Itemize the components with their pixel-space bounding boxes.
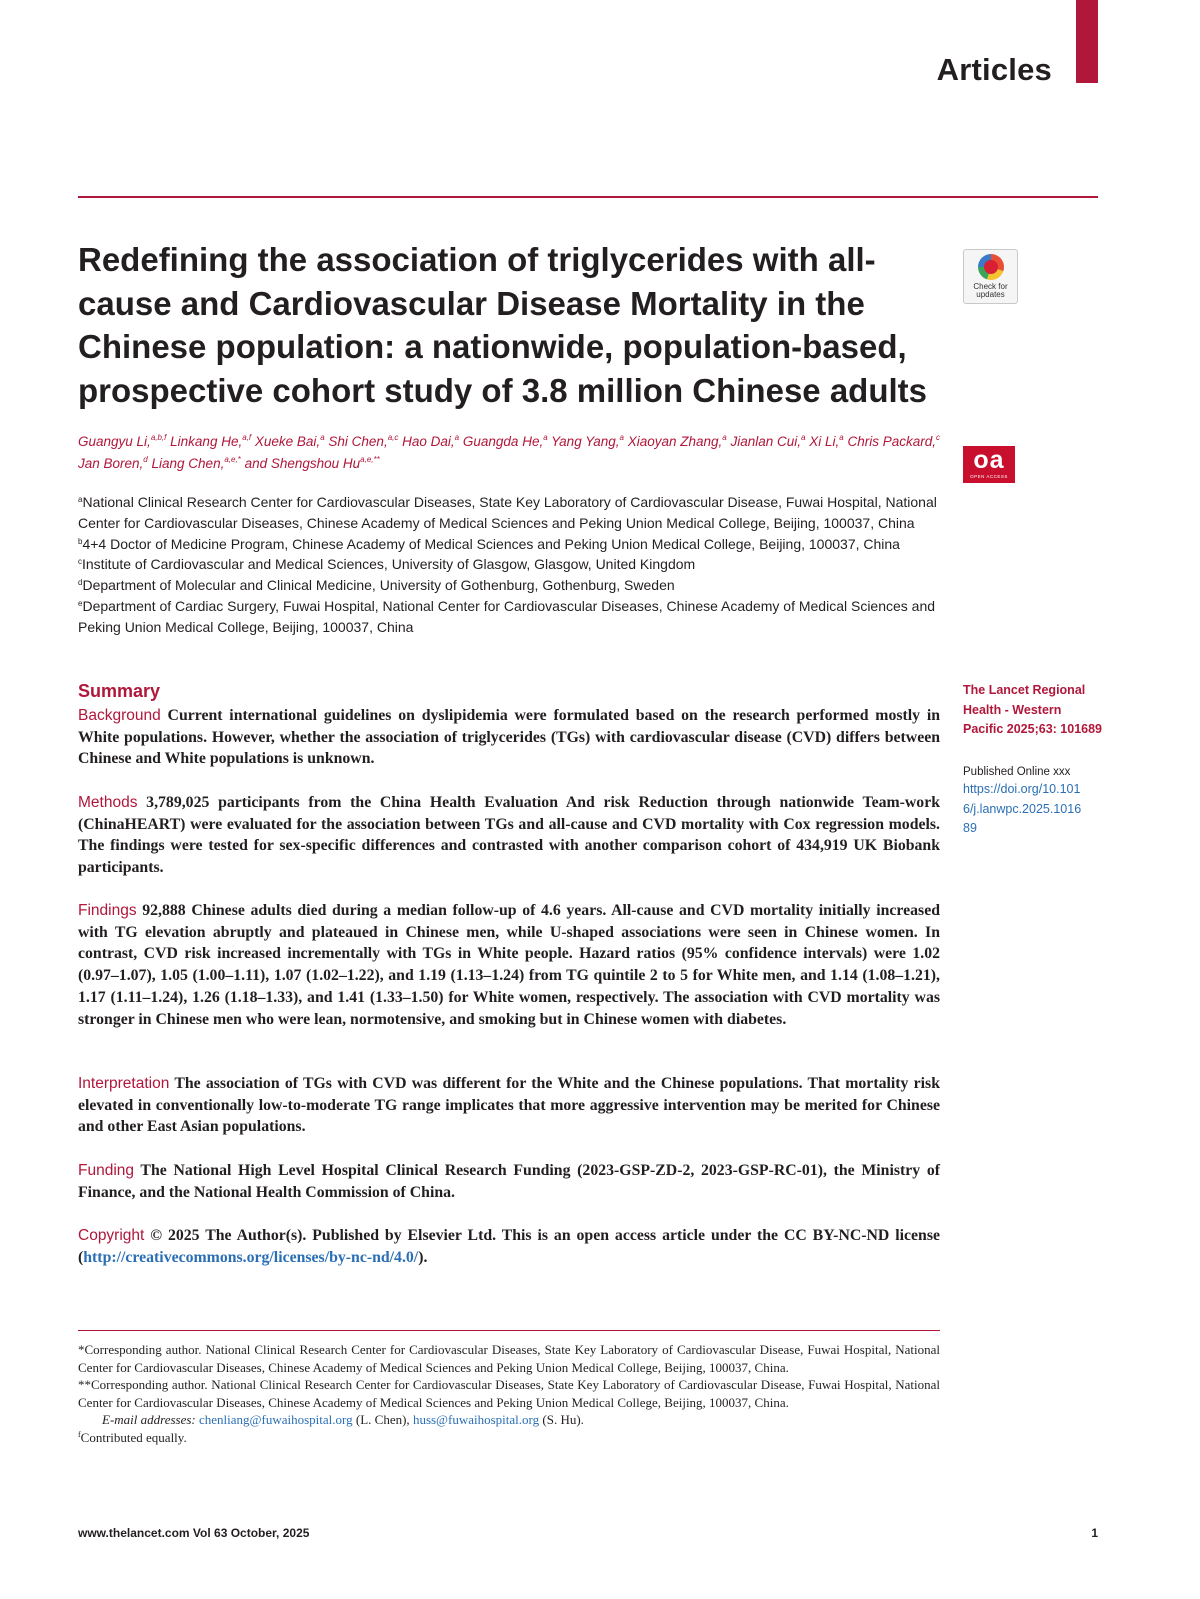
author-0[interactable]: Guangyu Li,$^{a,b,f}$ bbox=[78, 433, 167, 449]
affiliation-d: $^d$Department of Molecular and Clinical Medicine, University of Gothenburg, Gothenburg, Sweden bbox=[78, 577, 675, 594]
author-list bbox=[78, 431, 948, 475]
page-number: 1 bbox=[1091, 1526, 1098, 1540]
license-link[interactable]: http://creativecommons.org/licenses/by-nc-nd/4.0/ bbox=[83, 1248, 419, 1266]
footer-journal-info: www.thelancet.com Vol 63 October, 2025 bbox=[78, 1526, 310, 1540]
methods-label: Methods bbox=[78, 794, 138, 811]
header-rule bbox=[78, 196, 1098, 198]
author-5[interactable]: Guangda He,$^a$ bbox=[462, 433, 548, 449]
affiliation-a: $^a$National Clinical Research Center for Cardiovascular Diseases, State Key Laboratory of Cardiovascular Disease, Fuwai Hospital, National Center for Cardiovascular Diseases, Chinese Academy of Medical Sciences and Peking Union Medical College, Beijing, 100037, China bbox=[78, 494, 937, 531]
footnotes bbox=[78, 1341, 940, 1447]
author-4[interactable]: Hao Dai,$^a$ bbox=[402, 433, 460, 449]
check-updates-label: Check for updates bbox=[973, 282, 1008, 299]
abstract-interpretation: Interpretation The association of TGs with CVD was different for the White and the Chinese populations. That mortality risk elevated in conventionally low-to-moderate TG range implicates that more aggressive intervention may be merited for Chinese and other East Asian populations. bbox=[78, 1075, 940, 1136]
abstract-funding: Funding The National High Level Hospital Clinical Research Funding (2023-GSP-ZD-2, 2023-GSP-RC-01), the Ministry of Finance, and the National Health Commission of China. bbox=[78, 1162, 940, 1201]
abstract-copyright: Copyright © 2025 The Author(s). Published by Elsevier Ltd. This is an open access article under the CC BY-NC-ND license (http://creativecommons.org/licenses/by-nc-nd/4.0/). bbox=[78, 1227, 940, 1266]
author-9[interactable]: Xi Li,$^a$ bbox=[809, 433, 844, 449]
footnote-rule bbox=[78, 1330, 940, 1331]
author-3[interactable]: Shi Chen,$^{a,c}$ bbox=[328, 433, 399, 449]
author-6[interactable]: Yang Yang,$^a$ bbox=[551, 433, 624, 449]
journal-citation: The Lancet Regional Health - Western Pacific 2025;63: 101689 bbox=[963, 683, 1102, 736]
open-access-badge bbox=[963, 446, 1015, 483]
corresponding-author-2: **Corresponding author. National Clinical Research Center for Cardiovascular Diseases, State Key Laboratory of Cardiovascular Disease, Fuwai Hospital, National Center for Cardiovascular Diseases, Chinese Academy of Medical Sciences and Peking Union Medical College, Beijing, 100037, China. bbox=[78, 1377, 940, 1410]
copyright-label: Copyright bbox=[78, 1227, 145, 1244]
author-2[interactable]: Xueke Bai,$^a$ bbox=[254, 433, 325, 449]
author-10[interactable]: Chris Packard,$^c$ bbox=[847, 433, 941, 449]
affiliation-c: $^c$Institute of Cardiovascular and Medical Sciences, University of Glasgow, Glasgow, United Kingdom bbox=[78, 556, 696, 573]
author-8[interactable]: Jianlan Cui,$^a$ bbox=[730, 433, 806, 449]
crossmark-icon bbox=[978, 254, 1004, 280]
affiliation-b: $^b$4+4 Doctor of Medicine Program, Chinese Academy of Medical Sciences and Peking Union Medical College, Beijing, 100037, China bbox=[78, 535, 900, 552]
summary-heading: Summary bbox=[78, 681, 161, 701]
header-accent-bar bbox=[1076, 0, 1098, 83]
funding-label: Funding bbox=[78, 1162, 135, 1179]
affiliations bbox=[78, 492, 948, 638]
abstract-findings: Findings 92,888 Chinese adults died during a median follow-up of 4.6 years. All-cause and CVD mortality initially increased with TG elevation abruptly and plateaued in Chinese men, while U-shaped associations were seen in Chinese women. In contrast, CVD risk increased incrementally with TGs in White people. Hazard ratios (95% confidence intervals) were 1.02 (0.97–1.07), 1.05 (1.00–1.11), 1.07 (1.02–1.22), and 1.19 (1.13–1.24) from TG quintile 2 to 5 for White men, and 1.14 (1.08–1.21), 1.17 (1.11–1.24), 1.26 (1.18–1.33), and 1.41 (1.33–1.50) for White women, respectively. The association with CVD mortality was stronger in Chinese men who were lean, normotensive, and smoking but in Chinese women with diabetes. bbox=[78, 902, 940, 1028]
author-7[interactable]: Xiaoyan Zhang,$^a$ bbox=[627, 433, 727, 449]
email-line: E-mail addresses: chenliang@fuwaihospital.org (L. Chen), huss@fuwaihospital.org (S. Hu). bbox=[102, 1412, 584, 1428]
oa-sub-label: OPEN ACCESS bbox=[970, 474, 1008, 479]
oa-label: oa bbox=[973, 446, 1005, 474]
equal-contribution-note: $^f$Contributed equally. bbox=[78, 1429, 187, 1445]
background-label: Background bbox=[78, 707, 161, 724]
author-12[interactable]: Liang Chen,$^{a,e,*}$ bbox=[151, 455, 241, 471]
affiliation-e: $^e$Department of Cardiac Surgery, Fuwai Hospital, National Center for Cardiovascular Diseases, Chinese Academy of Medical Sciences and Peking Union Medical College, Beijing, 100037, China bbox=[78, 597, 936, 635]
section-label: Articles bbox=[936, 52, 1052, 87]
author-1[interactable]: Linkang He,$^{a,f}$ bbox=[170, 433, 252, 449]
corresponding-author-1: *Corresponding author. National Clinical Research Center for Cardiovascular Diseases, State Key Laboratory of Cardiovascular Disease, Fuwai Hospital, National Center for Cardiovascular Diseases, Chinese Academy of Medical Sciences and Peking Union Medical College, Beijing, 100037, China. bbox=[78, 1342, 940, 1375]
interpretation-label: Interpretation bbox=[78, 1075, 170, 1092]
email-link-hu[interactable]: huss@fuwaihospital.org bbox=[412, 1412, 540, 1428]
findings-label: Findings bbox=[78, 902, 137, 919]
check-for-updates-badge[interactable] bbox=[963, 249, 1018, 304]
abstract-methods: Methods 3,789,025 participants from the China Health Evaluation And risk Reduction through nationwide Team-work (ChinaHEART) were evaluated for the association between TGs and all-cause and CVD mortality with Cox regression models. The findings were tested for sex-specific differences and contrasted with another comparison cohort of 434,919 UK Biobank participants. bbox=[78, 794, 941, 877]
author-11[interactable]: Jan Boren,$^d$ bbox=[78, 455, 148, 471]
abstract-background: Background Current international guidelines on dyslipidemia were formulated based on the research performed mostly in White populations. However, whether the association of triglycerides (TGs) with cardiovascular disease (CVD) differs between Chinese and White populations is unknown. bbox=[78, 707, 940, 768]
email-link-chen[interactable]: chenliang@fuwaihospital.org bbox=[199, 1412, 353, 1428]
doi-link[interactable]: https://doi.org/10.1016/j.lanwpc.2025.101689 bbox=[963, 782, 1082, 835]
published-online: Published Online xxx bbox=[963, 766, 1071, 778]
article-title: Redefining the association of triglycerides with all-cause and Cardiovascular Disease Mortality in the Chinese population: a nationwide, population-based, prospective cohort study of 3.8 million Chinese adults bbox=[78, 241, 927, 409]
author-13[interactable]: and Shengshou $Hu^{a,e,**}$ bbox=[244, 455, 380, 471]
